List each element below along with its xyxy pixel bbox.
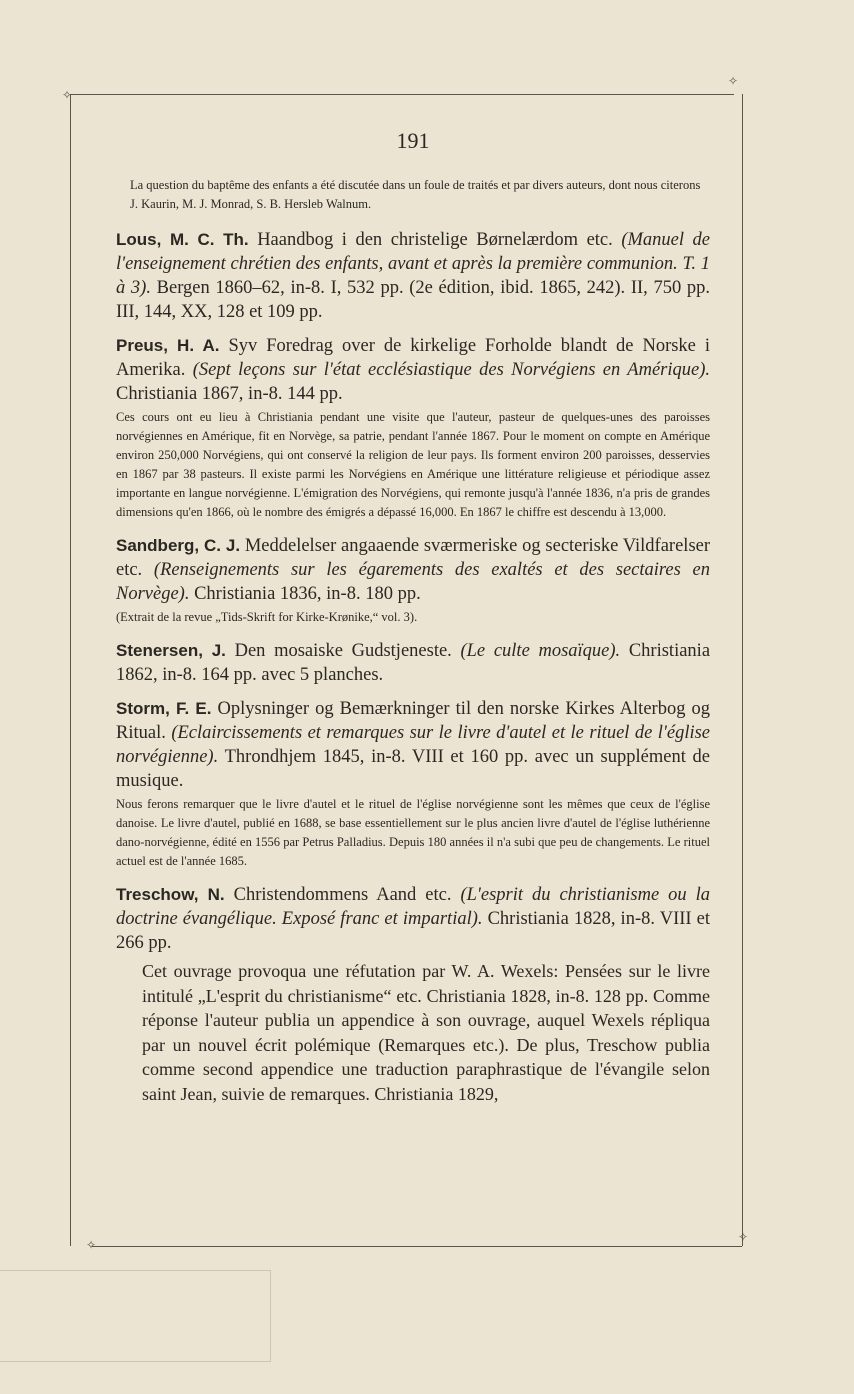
page-content — [116, 128, 710, 1106]
entry-french-title: (L'esprit du christianisme ou la doctrine évangélique. Exposé franc et impartial). — [116, 885, 711, 929]
entry-author: Treschow, N. — [116, 885, 225, 904]
intro-note: La question du baptême des enfants a été discutée dans un foule de traités et par divers auteurs, dont nous citerons J. Kaurin, M. J. Monrad, S. B. Hersleb Walnum. — [130, 178, 701, 211]
entry-french-title: (Renseignements sur les égarements des exaltés et des sectaires en Norvège). — [116, 560, 711, 604]
bibliography-entry — [116, 639, 710, 687]
entry-french-title: (Manuel de l'enseignement chrétien des enfants, avant et après la première communion. T. 1 à 3). — [116, 230, 710, 298]
corner-ornament-icon: ✧ — [728, 74, 739, 88]
entry-note — [116, 608, 710, 627]
frame-rule-left — [70, 94, 71, 1246]
entry-author: Preus, H. A. — [116, 336, 220, 355]
entry-title: Meddelelser angaaende sværmeriske og secteriske Vildfarelser etc. — [116, 536, 711, 580]
entry-note-text: Ces cours ont eu lieu à Christiania pendant une visite que l'auteur, pasteur de quelques-unes des paroisses norvégiennes en Amérique, fit en Norvège, sa patrie, pendant l'année 1867. Pour le moment on compte en Amérique environ 250,000 Norvégiens, qui ont conservé la religion de leur pays. Ils forment environ 200 paroisses, desservies en 1867 par 38 pasteurs. Il existe parmi les Norvégiens en Amérique une littérature religieuse et périodique assez importante en langue norvégienne. L'émigration des Norvégiens, qui remonte jusqu'à l'année 1836, n'a pris de grandes dimensions qu'en 1866, où le nombre des émigrés a dépassé 16,000. En 1867 le chiffre est descendu à 13,000. — [116, 410, 710, 519]
entry-imprint: Throndhjem 1845, in-8. VIII et 160 pp. avec un supplément de musique. — [116, 747, 710, 791]
entry-note — [116, 795, 710, 871]
corner-ornament-icon: ✧ — [86, 1238, 97, 1252]
bibliography-entry — [116, 228, 710, 324]
entry-title: Haandbog i den christelige Børnelærdom etc. — [257, 230, 613, 250]
entry-author: Sandberg, C. J. — [116, 536, 241, 555]
entry-imprint: Christiania 1828, in-8. VIII et 266 pp. — [116, 909, 710, 953]
entry-french-title: (Sept leçons sur l'état ecclésiastique des Norvégiens en Amérique). — [192, 360, 710, 380]
entry-french-title: (Le culte mosaïque). — [460, 641, 621, 661]
entry-note-text: Nous ferons remarquer que le livre d'autel et le rituel de l'église norvégienne sont les mêmes que ceux de l'église danoise. Le livre d'autel, publié en 1688, se base essentiellement sur le plus ancien livre d'autel de l'église luthérienne dano-norvégienne, édité en 1556 par Petrus Palladius. Depuis 180 années il n'a subi que peu de changements. Le rituel actuel est de l'année 1685. — [116, 797, 710, 868]
page-number: 191 — [396, 128, 430, 153]
entry-author: Stenersen, J. — [116, 641, 226, 660]
scan-edge-artifact — [0, 1270, 271, 1362]
entry-imprint: Bergen 1860–62, in-8. I, 532 pp. (2e édition, ibid. 1865, 242). II, 750 pp. III, 144, XX, 128 et 109 pp. — [116, 278, 710, 322]
bibliography-entry — [116, 534, 710, 606]
entry-title: Oplysninger og Bemærkninger til den norske Kirkes Alterbog og Ritual. — [116, 699, 711, 743]
bibliography-entry — [116, 697, 710, 793]
entry-french-title: (Eclaircissements et remarques sur le livre d'autel et le rituel de l'église norvégienne). — [116, 723, 711, 767]
corner-ornament-icon: ✧ — [62, 88, 73, 102]
entry-title: Christendommens Aand etc. — [233, 885, 452, 905]
continuation-paragraph: Cet ouvrage provoqua une réfutation par W. A. Wexels: Pensées sur le livre intitulé „L'esprit du christianisme“ etc. Christiania 1828, in-8. 128 pp. Comme réponse l'auteur publia un appendice à son ouvrage, auquel Wexels répliqua par un nouvel écrit polémique (Remarques etc.). De plus, Treschow publia comme second appendice une traduction paraphrastique de l'évangile selon saint Jean, suivie de remarques. Christiania 1829, — [142, 961, 710, 1104]
frame-rule-bottom — [92, 1246, 742, 1247]
frame-rule-right — [742, 94, 743, 1246]
entry-title: Syv Foredrag over de kirkelige Forholde blandt de Norske i Amerika. — [116, 336, 711, 380]
entry-author: Storm, F. E. — [116, 699, 212, 718]
entry-author: Lous, M. C. Th. — [116, 230, 249, 249]
bibliography-entry — [116, 334, 710, 406]
frame-rule-top — [70, 94, 734, 95]
entry-title: Den mosaiske Gudstjeneste. — [234, 641, 452, 661]
entry-note — [116, 408, 710, 522]
entry-imprint: Christiania 1867, in-8. 144 pp. — [116, 384, 343, 404]
entry-note-text: (Extrait de la revue „Tids-Skrift for Kirke-Krønike,“ vol. 3). — [116, 610, 418, 624]
entry-imprint: Christiania 1862, in-8. 164 pp. avec 5 planches. — [116, 641, 711, 685]
corner-ornament-icon: ✧ — [738, 1230, 749, 1244]
bibliography-entry — [116, 883, 710, 955]
entry-imprint: Christiania 1836, in-8. 180 pp. — [194, 584, 421, 604]
